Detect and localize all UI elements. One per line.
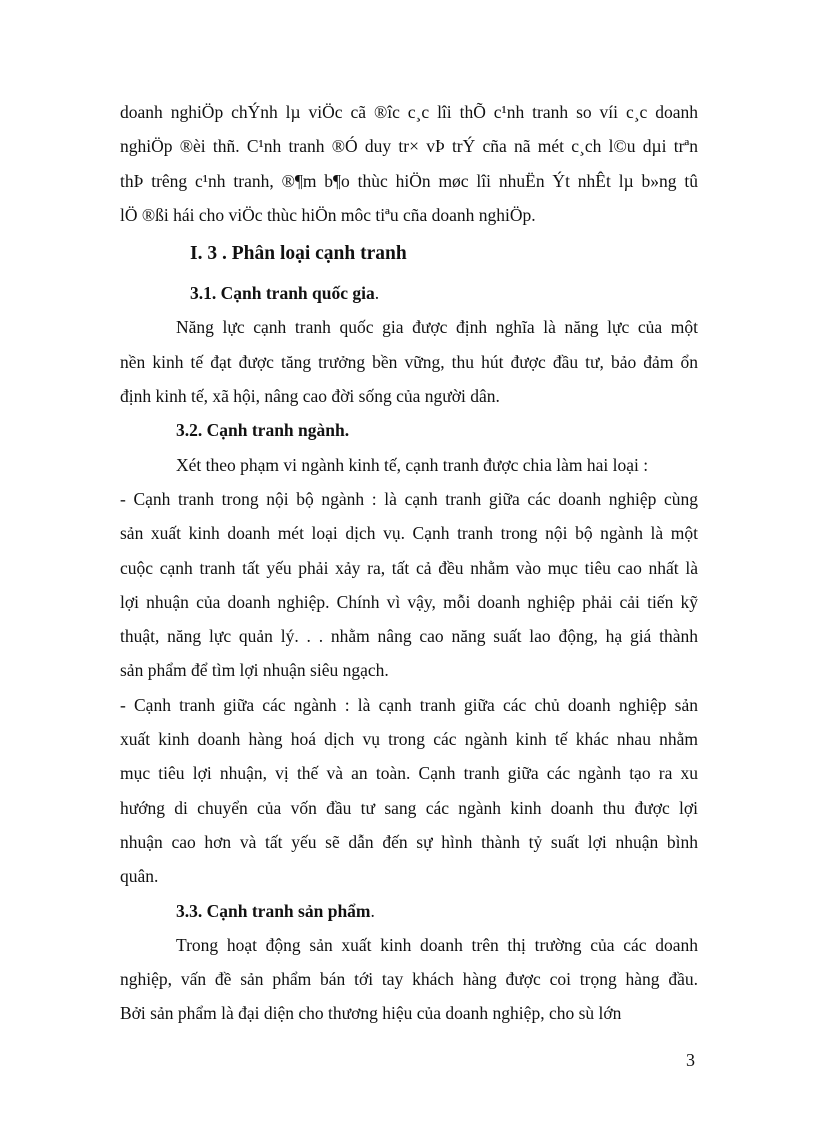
section-heading: I. 3 . Phân loại cạnh tranh	[190, 243, 407, 265]
page-body	[120, 95, 698, 1031]
paragraph-line: Trong hoạt động sản xuất kinh doanh trên thị trường của các doanh	[176, 934, 698, 955]
bullet-line: sản phẩm để tìm lợi nhuận siêu ngạch.	[120, 660, 389, 681]
bullet-line: cuộc cạnh tranh tất yếu phải xảy ra, tất cả đều nhằm vào mục tiêu cao nhất là	[120, 557, 698, 578]
intro-line: thÞ trêng c¹nh tranh, ®¶m b¶o thùc hiÖn møc lîi nhuËn Ýt nhÊt lµ b»ng tû	[120, 170, 698, 191]
paragraph-line: Bởi sản phẩm là đại diện cho thương hiệu của doanh nghiệp, cho sù lớn	[120, 1003, 622, 1024]
intro-line: lÖ ®ßi hái cho viÖc thùc hiÖn môc tiªu cña doanh nghiÖp.	[120, 204, 536, 225]
paragraph-line: Năng lực cạnh tranh quốc gia được định nghĩa là năng lực của một	[176, 317, 698, 338]
bullet-line: thuật, năng lực quản lý. . . nhằm nâng cao năng suất lao động, hạ giá thành	[120, 626, 698, 647]
page-number: 3	[686, 1050, 695, 1070]
paragraph-line: nền kinh tế đạt được tăng trưởng bền vững, thu hút được đầu tư, bảo đảm ổn	[120, 351, 698, 372]
bullet-line: lợi nhuận của doanh nghiệp. Chính vì vậy, mỗi doanh nghiệp phải cải tiến kỹ	[120, 591, 698, 612]
bullet-line: - Cạnh tranh giữa các ngành : là cạnh tranh giữa các chủ doanh nghiệp sản	[120, 694, 698, 715]
bullet-line: nhuận cao hơn và tất yếu sẽ dẫn đến sự hình thành tỷ suất lợi nhuận bình	[120, 831, 698, 852]
paragraph-line: nghiệp, vấn đề sản phẩm bán tới tay khách hàng được coi trọng hàng đầu.	[120, 969, 698, 990]
bullet-line: - Cạnh tranh trong nội bộ ngành : là cạnh tranh giữa các doanh nghiệp cùng	[120, 488, 698, 509]
subheading-3-1-text: 3.1. Cạnh tranh quốc gia	[190, 283, 375, 304]
bullet-line: sản xuất kinh doanh mét loại dịch vụ. Cạnh tranh trong nội bộ ngành là một	[120, 523, 698, 544]
subheading-3-3-suffix: .	[370, 900, 375, 921]
subheading-3-1-suffix: .	[374, 283, 380, 304]
paragraph-line: Xét theo phạm vi ngành kinh tế, cạnh tranh được chia làm hai loại :	[176, 454, 649, 475]
subheading-3-2: 3.2. Cạnh tranh ngành.	[176, 420, 350, 441]
subheading-3-3-text: 3.3. Cạnh tranh sản phẩm	[176, 900, 371, 921]
subheading-3-1	[120, 276, 698, 310]
bullet-line: mục tiêu lợi nhuận, vị thế và an toàn. Cạnh tranh giữa các ngành tạo ra xu	[120, 763, 698, 784]
intro-line: doanh nghiÖp chÝnh lµ viÖc cã ®îc c¸c lîi thÕ c¹nh tranh so víi c¸c doanh	[120, 102, 698, 122]
bullet-line: hướng di chuyển của vốn đầu tư sang các ngành kinh doanh thu được lợi	[120, 797, 698, 818]
subheading-3-3	[120, 894, 698, 928]
bullet-line: quân.	[120, 866, 159, 887]
bullet-line: xuất kinh doanh hàng hoá dịch vụ trong các ngành kinh tế khác nhau nhằm	[120, 729, 698, 750]
intro-line: nghiÖp ®èi thñ. C¹nh tranh ®Ó duy tr× vÞ trÝ cña nã mét c¸ch l©u dµi trªn	[120, 136, 698, 157]
paragraph-line: định kinh tế, xã hội, nâng cao đời sống của người dân.	[120, 386, 500, 407]
